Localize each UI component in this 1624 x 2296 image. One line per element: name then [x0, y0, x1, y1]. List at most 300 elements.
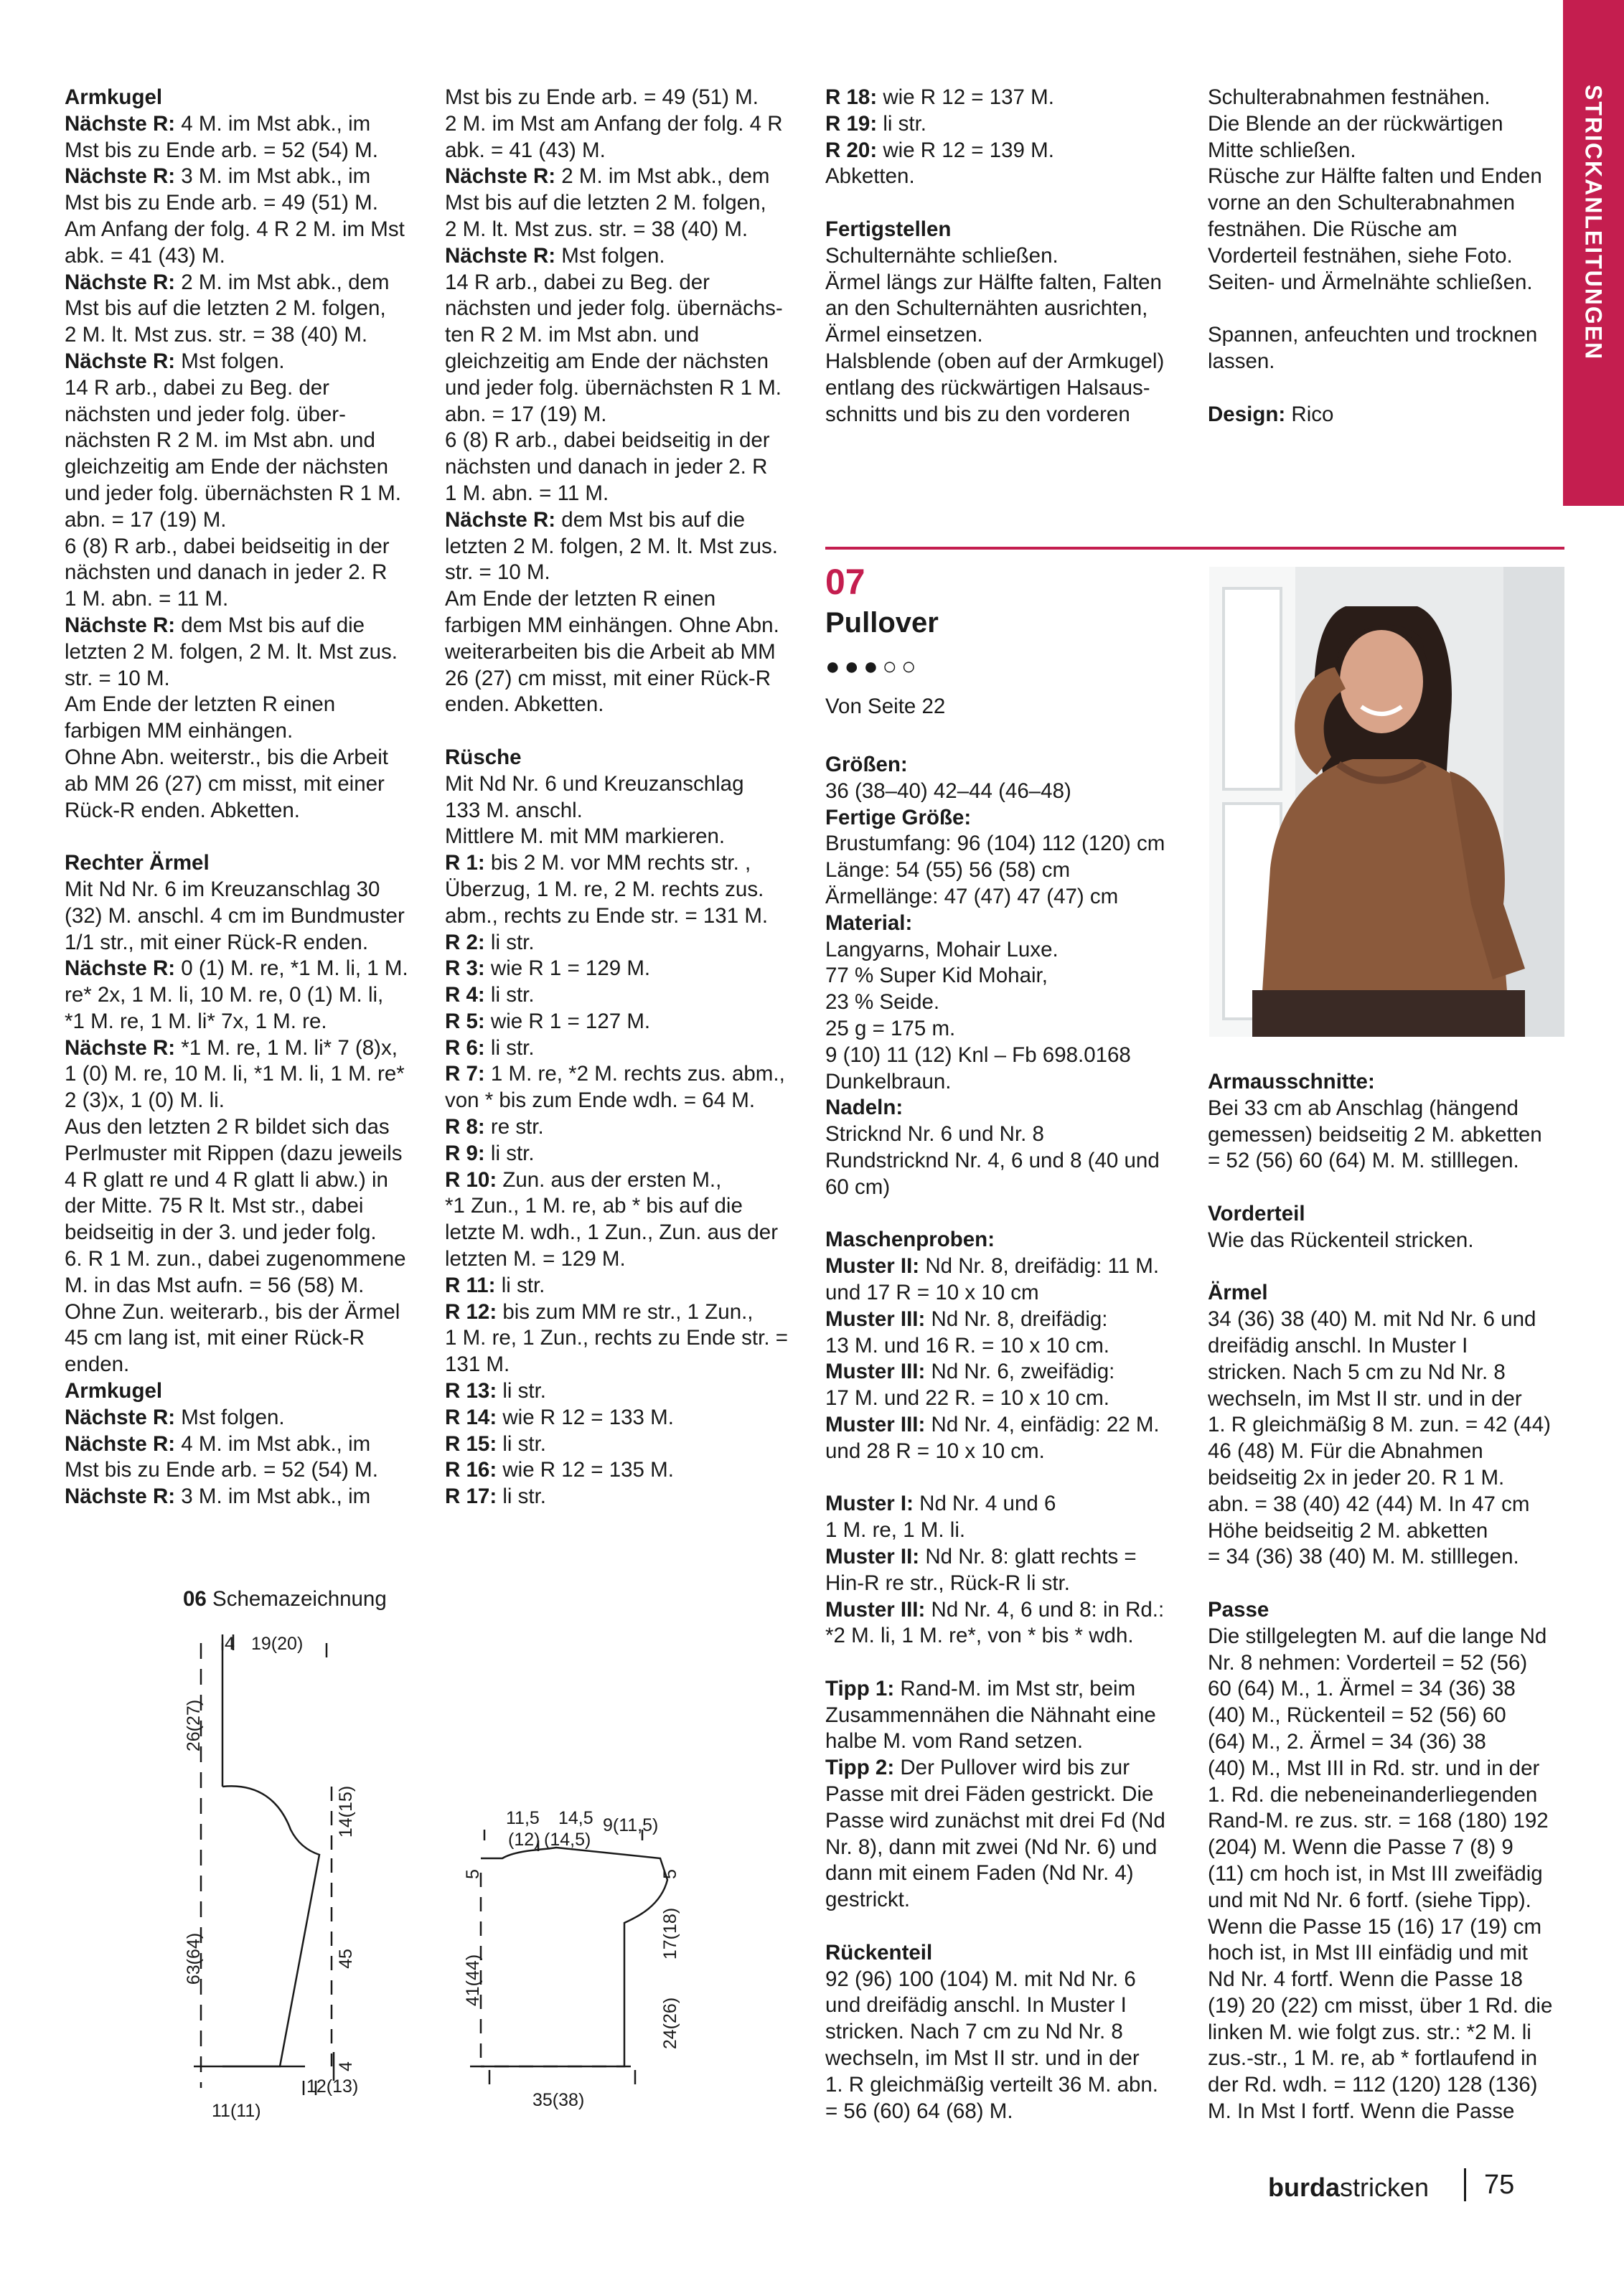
- sleeve-label-right-upper: 14(15): [336, 1785, 356, 1838]
- text-line: [1208, 1254, 1574, 1281]
- text-segment: (204) M. Wenn die Passe 7 (8) 9: [1208, 1835, 1513, 1860]
- text-line: [445, 481, 804, 507]
- text-line: [825, 190, 1198, 217]
- text-line: [825, 349, 1198, 375]
- text-segment: wie R 12 = 137 M.: [877, 85, 1054, 109]
- text-line: [825, 805, 1198, 832]
- text-segment: 1/1 str., mit einer Rück-R enden.: [65, 930, 369, 954]
- text-segment: 1 M. abn. = 11 M.: [65, 587, 229, 611]
- text-segment: Nd Nr. 6, zweifädig:: [925, 1360, 1115, 1384]
- text-segment: abn. = 17 (19) M.: [65, 507, 227, 532]
- text-line: [825, 1623, 1198, 1650]
- text-line: [825, 989, 1198, 1016]
- text-line: [445, 1009, 804, 1035]
- bold-term: R 18:: [825, 85, 878, 109]
- text-segment: 77 % Super Kid Mohair,: [825, 964, 1048, 988]
- text-segment: Mst bis zu Ende arb. = 49 (51) M.: [445, 85, 759, 109]
- bold-term: R 19:: [825, 111, 878, 136]
- text-line: [445, 824, 804, 850]
- text-line: [65, 1378, 423, 1405]
- text-line: [1208, 322, 1574, 349]
- difficulty-rating: ●●●○○: [825, 653, 921, 680]
- text-line: [445, 1114, 804, 1141]
- text-segment: Spannen, anfeuchten und trocknen: [1208, 323, 1538, 347]
- text-line: [825, 1703, 1198, 1729]
- text-segment: *1 M. re, 1 M. li* 7x, 1 M. re.: [65, 1009, 327, 1033]
- bold-term: R 14:: [445, 1405, 497, 1429]
- text-segment: Die Blende an der rückwärtigen: [1208, 111, 1503, 136]
- text-segment: beidseitig 2x in jeder 20. R 1 M.: [1208, 1465, 1505, 1490]
- text-line: [65, 930, 423, 956]
- text-line: [825, 402, 1198, 428]
- bold-term: Nächste R:: [445, 243, 556, 268]
- text-segment: und mit Nd Nr. 6 fortf. (siehe Tipp).: [1208, 1888, 1531, 1912]
- text-segment: 6. R 1 M. zun., dabei zugenommene: [65, 1247, 406, 1271]
- text-segment: Nd Nr. 4, 6 und 8: in Rd.:: [925, 1597, 1165, 1622]
- text-segment: vorne an den Schulterabnahmen: [1208, 191, 1516, 215]
- text-line: [1208, 349, 1574, 375]
- text-segment: Langyarns, Mohair Luxe.: [825, 937, 1059, 961]
- text-line: [65, 454, 423, 481]
- bold-term: Nächste R:: [65, 349, 176, 373]
- text-line: [445, 138, 804, 164]
- text-line: [65, 270, 423, 296]
- text-segment: li str.: [877, 111, 926, 136]
- text-segment: 60 (64) M., 1. Ärmel = 34 (36) 38: [1208, 1677, 1516, 1701]
- text-segment: gemessen) beidseitig 2 M. abketten: [1208, 1122, 1542, 1147]
- bold-term: R 4:: [445, 983, 485, 1007]
- text-line: [1208, 1360, 1574, 1386]
- text-line: [825, 1571, 1198, 1597]
- text-line: [825, 375, 1198, 402]
- text-line: [445, 190, 804, 217]
- text-segment: von * bis zum Ende wdh. = 64 M.: [445, 1088, 756, 1113]
- text-line: [1208, 1096, 1574, 1122]
- text-line: [65, 666, 423, 692]
- text-line: [445, 322, 804, 349]
- text-line: [445, 428, 804, 454]
- text-line: [825, 243, 1198, 270]
- text-line: [1208, 243, 1574, 270]
- text-line: [1208, 1914, 1574, 1941]
- text-line: [825, 1860, 1198, 1887]
- text-segment: wie R 12 = 139 M.: [877, 138, 1054, 162]
- text-segment: Der Pullover wird bis zur: [894, 1756, 1130, 1780]
- text-segment: Ärmel längs zur Hälfte falten, Falten: [825, 270, 1162, 294]
- text-segment: Mit Nd Nr. 6 im Kreuzanschlag 30: [65, 877, 380, 901]
- text-segment: str. = 10 M.: [65, 666, 170, 690]
- text-segment: abn. = 38 (40) 42 (44) M. In 47 cm: [1208, 1492, 1530, 1516]
- text-segment: nächsten und danach in jeder 2. R: [65, 560, 388, 585]
- text-segment: = 34 (36) 38 (40) M. M. stilllegen.: [1208, 1545, 1519, 1569]
- text-segment: Rico: [1285, 402, 1334, 426]
- from-page-reference: Von Seite 22: [825, 695, 946, 718]
- text-line: [445, 375, 804, 402]
- text-segment: li str.: [484, 983, 535, 1007]
- text-line: [65, 481, 423, 507]
- text-line: [825, 1280, 1198, 1307]
- text-line: [1208, 1465, 1574, 1492]
- text-line: [1208, 402, 1574, 428]
- page-number: 75: [1484, 2170, 1515, 2200]
- sleeve-label-top-a: 4: [225, 1634, 235, 1654]
- text-segment: Nd Nr. 4, einfädig: 22 M.: [925, 1412, 1160, 1436]
- text-line: [445, 1378, 804, 1405]
- text-line: [1208, 1518, 1574, 1545]
- text-segment: der Rd. wdh. = 112 (120) 128 (136): [1208, 2073, 1538, 2097]
- text-line: [65, 745, 423, 771]
- text-line: [445, 718, 804, 745]
- text-line: [825, 1728, 1198, 1755]
- bold-term: R 10:: [445, 1167, 497, 1192]
- bold-term: Nächste R:: [65, 956, 176, 981]
- text-segment: Mst folgen.: [175, 1405, 285, 1429]
- text-line: [825, 1333, 1198, 1360]
- text-segment: (64) M., 2. Ärmel = 34 (36) 38: [1208, 1729, 1486, 1754]
- footer-separator: [1464, 2168, 1466, 2201]
- text-line: [825, 1782, 1198, 1808]
- text-segment: ten R 2 M. im Mst abn. und: [445, 323, 700, 347]
- bold-term: R 16:: [445, 1458, 497, 1482]
- bold-term: Passe: [1208, 1597, 1269, 1622]
- bold-term: Muster III:: [825, 1597, 926, 1622]
- text-segment: Mst bis auf die letzten 2 M. folgen,: [445, 191, 766, 215]
- text-line: [445, 586, 804, 613]
- text-segment: Nd Nr. 8: glatt rechts =: [919, 1544, 1137, 1568]
- text-line: [445, 217, 804, 243]
- column-3-main: [825, 752, 1198, 2125]
- bold-term: R 9:: [445, 1141, 485, 1165]
- text-line: [1208, 1175, 1574, 1201]
- text-segment: 2 M. lt. Mst zus. str. = 38 (40) M.: [445, 217, 748, 241]
- text-line: [445, 745, 804, 771]
- footer-brand: [1268, 2173, 1429, 2203]
- sleeve-label-right-lower: 45: [336, 1949, 356, 1969]
- text-segment: wechseln, im Mst II str. und in der: [1208, 1386, 1522, 1411]
- text-line: [65, 296, 423, 322]
- text-segment: wie R 12 = 133 M.: [497, 1405, 674, 1429]
- text-segment: gleichzeitig am Ende der nächsten: [445, 349, 769, 373]
- text-line: [445, 798, 804, 824]
- bold-term: Größen:: [825, 753, 908, 776]
- text-segment: halbe M. vom Rand setzen.: [825, 1729, 1084, 1754]
- text-segment: Länge: 54 (55) 56 (58) cm: [825, 858, 1071, 883]
- column-2: [445, 85, 804, 1510]
- text-segment: 2 M. lt. Mst zus. str. = 38 (40) M.: [65, 323, 368, 347]
- text-segment: 14 R arb., dabei zu Beg. der: [445, 270, 710, 294]
- text-segment: Nd Nr. 8, dreifädig:: [925, 1307, 1108, 1331]
- text-line: [1208, 1201, 1574, 1228]
- text-segment: M. in das Mst aufn. = 56 (58) M.: [65, 1273, 365, 1297]
- text-line: [825, 164, 1198, 190]
- text-line: [445, 402, 804, 428]
- bold-term: Rückenteil: [825, 1940, 933, 1965]
- text-segment: Nr. 8 nehmen: Vorderteil = 52 (56): [1208, 1650, 1528, 1675]
- text-segment: Mitte schließen.: [1208, 138, 1356, 162]
- bold-term: R 7:: [445, 1062, 485, 1086]
- text-segment: 4 M. im Mst abk., im: [175, 111, 371, 136]
- text-segment: enden.: [65, 1352, 130, 1377]
- text-line: [1208, 1729, 1574, 1756]
- bold-term: Nächste R:: [65, 1485, 176, 1509]
- body-label-top-2a: 14,5: [558, 1808, 593, 1828]
- text-segment: lassen.: [1208, 349, 1275, 373]
- text-segment: an den Schulternähten ausrichten,: [825, 296, 1148, 321]
- text-line: [825, 1887, 1198, 1914]
- text-segment: wie R 12 = 135 M.: [497, 1458, 674, 1482]
- text-segment: 2 (3)x, 1 (0) M. li.: [65, 1088, 225, 1113]
- text-segment: 1. R gleichmäßig 8 M. zun. = 42 (44): [1208, 1413, 1551, 1437]
- text-line: [65, 164, 423, 190]
- bold-term: Nächste R:: [65, 1431, 176, 1456]
- text-segment: *2 M. li, 1 M. re*, von * bis * wdh.: [825, 1624, 1134, 1648]
- text-line: [825, 85, 1198, 111]
- brand-bold: burda: [1268, 2173, 1341, 2202]
- text-line: [65, 349, 423, 375]
- bold-term: Maschenproben:: [825, 1228, 995, 1252]
- text-segment: re str.: [484, 1115, 544, 1139]
- text-line: [65, 586, 423, 613]
- text-segment: Nd Nr. 4 fortf. Wenn die Passe 18: [1208, 1967, 1523, 1992]
- text-line: [1208, 190, 1574, 217]
- bold-term: R 1:: [445, 851, 485, 875]
- bold-term: R 15:: [445, 1431, 497, 1456]
- text-line: [65, 1352, 423, 1378]
- bold-term: Armausschnitte:: [1208, 1070, 1375, 1093]
- bold-term: Rechter Ärmel: [65, 851, 210, 875]
- bold-term: Tipp 1:: [825, 1676, 895, 1700]
- text-line: [1208, 1650, 1574, 1677]
- text-line: [65, 1061, 423, 1088]
- text-line: [825, 1016, 1198, 1043]
- text-line: [65, 1088, 423, 1114]
- bold-term: Muster II:: [825, 1254, 920, 1279]
- text-segment: Mst bis zu Ende arb. = 52 (54) M.: [65, 1458, 378, 1482]
- text-segment: Mst bis zu Ende arb. = 49 (51) M.: [65, 191, 378, 215]
- sleeve-schema: [184, 1634, 358, 2121]
- text-line: [65, 1484, 423, 1510]
- text-segment: und 17 R = 10 x 10 cm: [825, 1280, 1039, 1304]
- text-segment: hoch ist, in Mst III einfädig und mit: [1208, 1941, 1528, 1965]
- text-segment: 133 M. anschl.: [445, 798, 583, 822]
- text-segment: bis zum MM re str., 1 Zun.,: [497, 1299, 754, 1324]
- text-line: [445, 1167, 804, 1194]
- bold-term: Muster II:: [825, 1544, 920, 1568]
- text-line: [65, 771, 423, 798]
- text-segment: 17 M. und 22 R. = 10 x 10 cm.: [825, 1386, 1110, 1411]
- text-line: [825, 1201, 1198, 1228]
- bold-term: Nächste R:: [65, 613, 176, 637]
- text-line: [825, 270, 1198, 296]
- text-line: [445, 1299, 804, 1326]
- text-line: [1208, 85, 1574, 111]
- text-line: [825, 1835, 1198, 1861]
- text-line: [825, 778, 1198, 805]
- section-title: Pullover: [825, 607, 939, 639]
- text-segment: Seiten- und Ärmelnähte schließen.: [1208, 270, 1533, 294]
- text-line: [1208, 1412, 1574, 1439]
- text-segment: Rand-M. re zus. str. = 168 (180) 192: [1208, 1809, 1549, 1833]
- text-segment: Stricknd Nr. 6 und Nr. 8: [825, 1122, 1044, 1147]
- text-line: [445, 1273, 804, 1299]
- text-segment: 1 M. re, 1 Zun., rechts zu Ende str. =: [445, 1326, 788, 1350]
- text-line: [445, 296, 804, 322]
- text-line: [445, 560, 804, 586]
- text-line: [825, 1359, 1198, 1385]
- text-line: [1208, 1703, 1574, 1729]
- text-line: [445, 534, 804, 560]
- text-segment: dann mit einem Faden (Nd Nr. 4): [825, 1861, 1134, 1886]
- bold-term: R 8:: [445, 1115, 485, 1139]
- text-segment: (19) 20 (22) cm misst, über 1 Rd. die: [1208, 1993, 1553, 2018]
- bold-term: Nächste R:: [65, 1405, 176, 1429]
- text-line: [445, 507, 804, 534]
- text-line: [1208, 1544, 1574, 1571]
- column-4-main: [1208, 1069, 1574, 2125]
- bold-term: Tipp 2:: [825, 1756, 895, 1780]
- text-line: [65, 1193, 423, 1220]
- text-line: [825, 217, 1198, 243]
- text-segment: abk. = 41 (43) M.: [65, 243, 225, 268]
- text-segment: Zusammennähen die Nähnaht eine: [825, 1703, 1156, 1727]
- text-segment: re* 2x, 1 M. li, 10 M. re, 0 (1) M. li,: [65, 983, 384, 1007]
- text-line: [1208, 2099, 1574, 2125]
- text-segment: Rüsche zur Hälfte falten und Enden: [1208, 164, 1542, 189]
- text-line: [825, 1808, 1198, 1835]
- text-line: [1208, 1888, 1574, 1914]
- text-segment: li str.: [495, 1273, 545, 1297]
- bold-term: Design:: [1208, 402, 1286, 426]
- text-line: [1208, 2072, 1574, 2099]
- text-line: [65, 1405, 423, 1431]
- text-segment: Mst bis auf die letzten 2 M. folgen,: [65, 296, 386, 321]
- bold-term: Fertigstellen: [825, 217, 952, 241]
- text-line: [445, 85, 804, 111]
- text-line: [445, 850, 804, 877]
- text-line: [445, 771, 804, 798]
- text-line: [65, 824, 423, 850]
- text-segment: Die stillgelegten M. auf die lange Nd: [1208, 1624, 1547, 1648]
- text-line: [445, 903, 804, 930]
- text-line: [825, 138, 1198, 164]
- text-segment: 1 M. abn. = 11 M.: [445, 481, 609, 505]
- text-line: [445, 1484, 804, 1510]
- text-line: [445, 243, 804, 270]
- bold-term: Muster III:: [825, 1412, 926, 1436]
- text-segment: Vorderteil festnähen, siehe Foto.: [1208, 243, 1513, 268]
- text-line: [65, 560, 423, 586]
- bold-term: Rüsche: [445, 745, 522, 769]
- text-line: [1208, 1676, 1574, 1703]
- text-segment: nächsten R 2 M. im Mst abn. und: [65, 428, 375, 453]
- text-segment: nächsten und danach in jeder 2. R: [445, 455, 768, 479]
- text-line: [825, 1095, 1198, 1121]
- text-line: [1208, 1756, 1574, 1782]
- text-segment: Am Ende der letzten R einen: [65, 692, 336, 717]
- text-line: [65, 850, 423, 877]
- text-line: [825, 1412, 1198, 1439]
- text-line: [65, 428, 423, 454]
- bold-term: Nächste R:: [445, 507, 556, 532]
- text-line: [825, 1544, 1198, 1571]
- pullover-photo: [1209, 567, 1564, 1037]
- text-line: [1208, 1333, 1574, 1360]
- text-line: [825, 1755, 1198, 1782]
- text-segment: letzten M. = 129 M.: [445, 1247, 626, 1271]
- schema-drawing: [165, 1622, 739, 2138]
- text-segment: 1. R gleichmäßig verteilt 36 M. abn.: [825, 2072, 1159, 2097]
- text-segment: 4 M. im Mst abk., im: [175, 1431, 371, 1456]
- text-segment: Wie das Rückenteil stricken.: [1208, 1228, 1474, 1252]
- text-line: [1208, 2046, 1574, 2072]
- bold-term: R 3:: [445, 956, 485, 981]
- bold-term: Muster I:: [825, 1492, 914, 1516]
- text-line: [825, 1465, 1198, 1492]
- text-line: [445, 666, 804, 692]
- text-segment: Wenn die Passe 15 (16) 17 (19) cm: [1208, 1914, 1542, 1939]
- sleeve-label-top-b: 19(20): [251, 1634, 304, 1654]
- text-line: [825, 2099, 1198, 2125]
- text-line: [65, 1457, 423, 1484]
- bold-term: Ärmel: [1208, 1281, 1268, 1305]
- text-line: [445, 111, 804, 138]
- side-tab-label: STRICKANLEITUNGEN: [1580, 85, 1607, 361]
- text-line: [825, 111, 1198, 138]
- text-line: [825, 1253, 1198, 1280]
- schema-label: [183, 1587, 387, 1612]
- text-segment: 131 M.: [445, 1352, 510, 1377]
- text-line: [1208, 296, 1574, 322]
- text-line: [1208, 2020, 1574, 2046]
- text-line: [825, 1992, 1198, 2019]
- text-segment: nächsten und jeder folg. über-: [65, 402, 346, 426]
- text-segment: Passe wird zunächst mit drei Fd (Nd: [825, 1808, 1165, 1832]
- text-segment: Am Ende der letzten R einen: [445, 587, 716, 611]
- text-line: [65, 903, 423, 930]
- text-line: [445, 1352, 804, 1378]
- text-segment: ab MM 26 (27) cm misst, mit einer: [65, 771, 385, 796]
- text-line: [1208, 1782, 1574, 1809]
- text-line: [1208, 217, 1574, 243]
- text-line: [65, 956, 423, 982]
- text-segment: 34 (36) 38 (40) M. mit Nd Nr. 6 und: [1208, 1307, 1536, 1332]
- text-segment: 46 (48) M. Für die Abnahmen: [1208, 1439, 1483, 1464]
- text-segment: Nr. 8), dann mit zwei (Nd Nr. 6) und: [825, 1835, 1158, 1859]
- text-segment: li str.: [497, 1431, 546, 1456]
- text-line: [445, 877, 804, 903]
- text-line: [1208, 1835, 1574, 1861]
- text-segment: Bei 33 cm ab Anschlag (hängend: [1208, 1096, 1519, 1120]
- text-line: [1208, 1386, 1574, 1413]
- text-segment: beidseitig in der 3. und jeder folg.: [65, 1220, 377, 1245]
- text-line: [825, 1967, 1198, 1993]
- column-4-top: [1208, 85, 1574, 428]
- text-segment: 0 (1) M. re, *1 M. li, 1 M.: [175, 956, 408, 981]
- text-segment: 3 M. im Mst abk., im: [175, 164, 371, 189]
- text-line: [1208, 1069, 1574, 1096]
- text-line: [1208, 1492, 1574, 1518]
- text-line: [1208, 1993, 1574, 2020]
- text-segment: Mst bis zu Ende arb. = 52 (54) M.: [65, 138, 378, 162]
- text-segment: 2 M. im Mst abk., dem: [175, 270, 390, 294]
- text-line: [825, 1676, 1198, 1703]
- bold-term: Fertige Größe:: [825, 805, 972, 829]
- text-segment: zus.-str., 1 M. re, ab * fortlaufend in: [1208, 2046, 1538, 2071]
- bold-term: R 13:: [445, 1379, 497, 1403]
- text-line: [445, 454, 804, 481]
- text-segment: 14 R arb., dabei zu Beg. der: [65, 375, 329, 400]
- body-label-top-1b: (12): [508, 1830, 540, 1850]
